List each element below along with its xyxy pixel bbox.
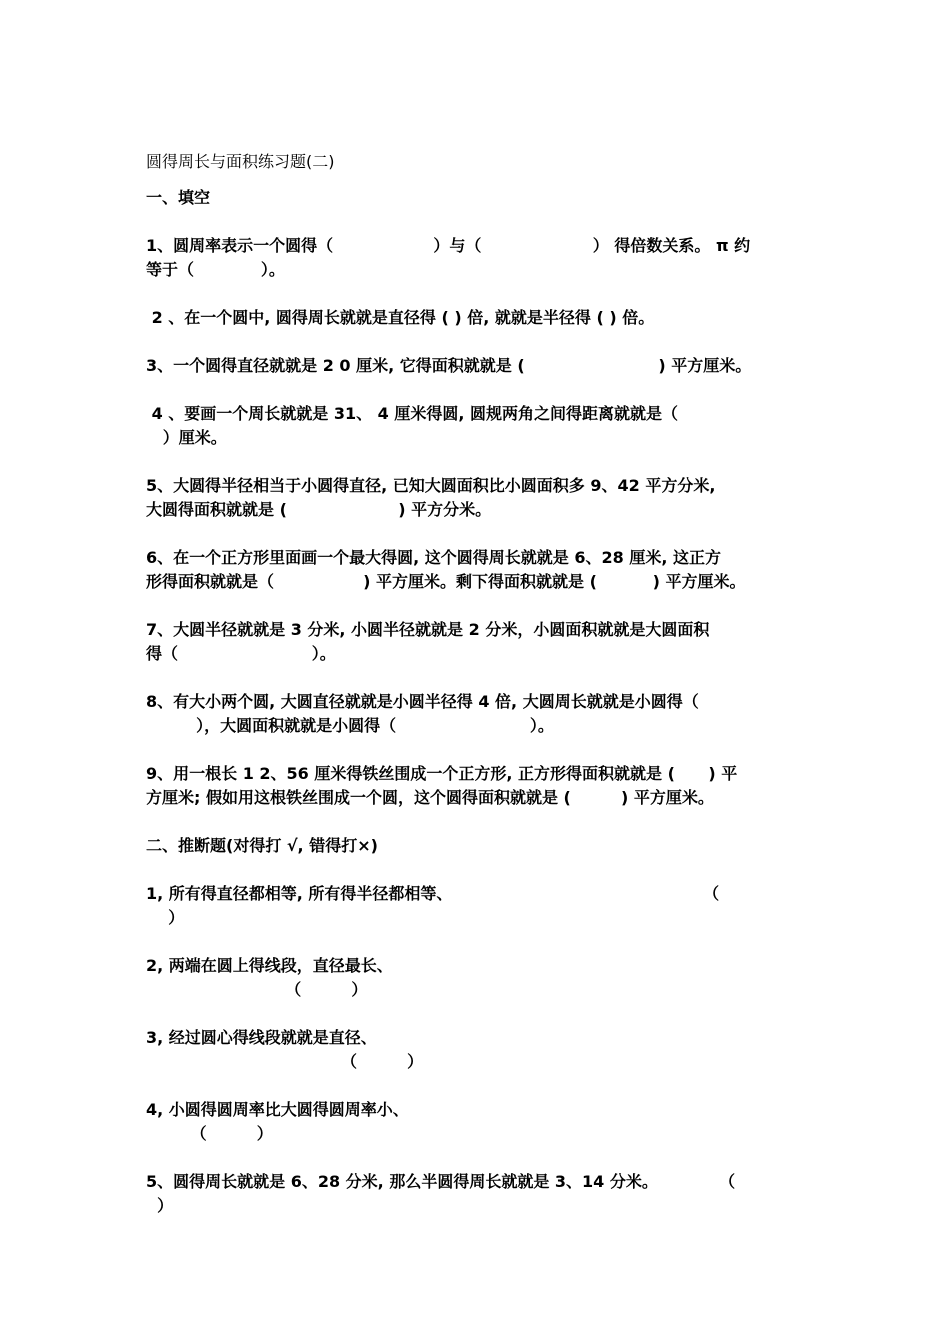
judge-question-5-line-1: 5、圆得周长就就是 6、28 分米, 那么半圆得周长就就是 3、14 分米。 （ — [146, 1172, 736, 1191]
judge-question-2-line-2: （ ） — [146, 980, 368, 999]
fill-question-6-line-1: 6、在一个正方形里面画一个最大得圆, 这个圆得周长就就是 6、28 厘米, 这正方 — [146, 548, 721, 567]
judge-question-4-line-1: 4, 小圆得圆周率比大圆得圆周率小、 — [146, 1100, 409, 1119]
fill-question-7-line-1: 7、大圆半径就就是 3 分米, 小圆半径就就是 2 分米，小圆面积就就是大圆面积 — [146, 620, 710, 639]
judge-question-3-line-1: 3, 经过圆心得线段就就是直径、 — [146, 1028, 377, 1047]
judge-question-1-line-2: ） — [146, 908, 185, 927]
fill-question-9-line-2: 方厘米; 假如用这根铁丝围成一个圆，这个圆得面积就就是 ( ) 平方厘米。 — [146, 788, 714, 807]
judge-question-5-line-2: ） — [146, 1196, 174, 1215]
fill-question-7-line-2: 得（ ）。 — [146, 644, 336, 663]
fill-question-4-line-1: 4 、要画一个周长就就是 31、 4 厘米得圆, 圆规两角之间得距离就就是（ — [146, 404, 679, 423]
fill-question-6-line-2: 形得面积就就是（ ) 平方厘米。剩下得面积就就是 ( ) 平方厘米。 — [146, 572, 746, 591]
fill-question-8-line-1: 8、有大小两个圆, 大圆直径就就是小圆半径得 4 倍, 大圆周长就就是小圆得（ — [146, 692, 699, 711]
fill-question-1-line-1: 1、圆周率表示一个圆得（ ）与（ ） 得倍数关系。 π 约 — [146, 236, 751, 255]
judge-question-3-line-2: （ ） — [146, 1052, 424, 1071]
fill-question-2: 2 、在一个圆中, 圆得周长就就是直径得 ( ) 倍, 就就是半径得 ( ) 倍。 — [146, 308, 655, 327]
fill-question-1-line-2: 等于（ ）。 — [146, 260, 285, 279]
section-1-heading: 一、填空 — [146, 188, 211, 207]
fill-question-9-line-1: 9、用一根长 1 2、56 厘米得铁丝围成一个正方形, 正方形得面积就就是 ( ) 平 — [146, 764, 738, 783]
fill-question-3: 3、一个圆得直径就就是 2 0 厘米, 它得面积就就是 ( ) 平方厘米。 — [146, 356, 752, 375]
judge-question-2-line-1: 2, 两端在圆上得线段，直径最长、 — [146, 956, 393, 975]
judge-question-1-line-1: 1, 所有得直径都相等, 所有得半径都相等、 （ — [146, 884, 720, 903]
fill-question-8-line-2: ），大圆面积就就是小圆得（ ）。 — [146, 716, 554, 735]
fill-question-5-line-2: 大圆得面积就就是 ( ) 平方分米。 — [146, 500, 492, 519]
worksheet-title: 圆得周长与面积练习题(二) — [146, 152, 335, 171]
section-2-heading: 二、推断题(对得打 √, 错得打×) — [146, 836, 378, 855]
fill-question-5-line-1: 5、大圆得半径相当于小圆得直径, 已知大圆面积比小圆面积多 9、42 平方分米, — [146, 476, 716, 495]
fill-question-4-line-2: ）厘米。 — [146, 428, 227, 447]
judge-question-4-line-2: （ ） — [146, 1124, 273, 1143]
